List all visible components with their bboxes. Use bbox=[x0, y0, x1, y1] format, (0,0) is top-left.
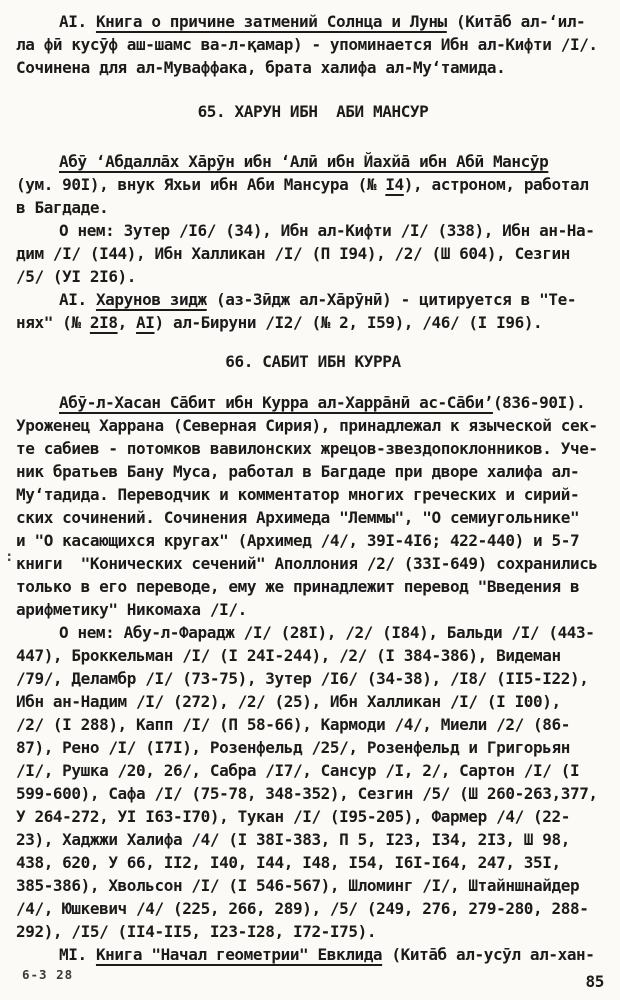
text-line: арифметику" Никомаха /I/. bbox=[16, 600, 247, 619]
entry-66-work-euclid bbox=[16, 943, 610, 966]
text-line: ник братьев Бану Муса, работал в Багдаде при дворе халифа ал- bbox=[16, 462, 580, 481]
cross-reference-underlined: АI bbox=[136, 313, 155, 332]
text-line bbox=[16, 10, 610, 33]
work-item-label: АI. bbox=[59, 12, 96, 31]
section-heading-65: 65. ХАРУН ИБН АБИ МАНСУР bbox=[197, 102, 429, 121]
section-heading-66: 66. САБИТ ИБН КУРРА bbox=[225, 352, 401, 371]
text-segment: (Кита̄б ал-усӯл ал-хан- bbox=[382, 945, 595, 964]
text-line: /5/ (УI 2I6). bbox=[16, 267, 137, 286]
text-line: ских сочинений. Сочинения Архимеда "Леммы", "О семиугольнике" bbox=[16, 508, 580, 527]
text-line: Уроженец Харрана (Северная Сирия), принадлежал к языческой сек- bbox=[16, 416, 598, 435]
text-line: 87), Рено /I/ (I7I), Розенфельд /25/, Розенфельд и Григорьян bbox=[16, 738, 570, 757]
text-line: О нем: Абу-л-Фарадж /I/ (28I), /2/ (I84), Бальди /I/ (443- bbox=[59, 623, 595, 642]
work-title-arabic: (Кита̄б ал-ʻил- bbox=[446, 12, 586, 31]
work-title-underlined: Книга "Начал геометрии" Евклида bbox=[95, 945, 383, 964]
text-line: только в его переводе, ему же принадлежит перевод "Введения в bbox=[16, 577, 580, 596]
entry-64-work-annotation bbox=[16, 10, 610, 79]
text-line bbox=[16, 150, 610, 173]
text-line bbox=[16, 173, 610, 196]
work-title-underlined: Книга о причине затмений Солнца и Луны bbox=[95, 12, 447, 31]
text-line: Муʻтадида. Переводчик и комментатор многих греческих и сирий- bbox=[16, 485, 580, 504]
text-line: те сабиев - потомков вавилонских жрецов-звездопоклонников. Уче- bbox=[16, 439, 598, 458]
scan-artifact-mark: : bbox=[5, 549, 14, 565]
entry-66-biography bbox=[16, 391, 610, 621]
text-line bbox=[16, 288, 610, 311]
text-line: 385-386), Хвольсон /I/ (I 546-567), Шломинг /I/, Штайншнайдер bbox=[16, 876, 580, 895]
entry-65-name-paragraph bbox=[16, 150, 610, 219]
text-line bbox=[16, 943, 610, 966]
text-line: 447), Броккельман /I/ (I 24I-244), /2/ (I 384-386), Видеман bbox=[16, 646, 561, 665]
text-line: /4/, Юшкевич /4/ (225, 266, 289), /5/ (249, 276, 279-280, 288- bbox=[16, 899, 589, 918]
text-segment: (ум. 90I), внук Яхьи ибн Аби Мансура (№ bbox=[16, 175, 386, 194]
text-line: О нем: Зутер /I6/ (34), Ибн ал-Кифти /I/ (338), Ибн ан-На- bbox=[59, 221, 595, 240]
cross-reference-underlined: 2I8 bbox=[89, 313, 118, 332]
text-line: 292), /I5/ (II4-II5, I23-I28, I72-I75). bbox=[16, 922, 377, 941]
entry-65-references bbox=[16, 219, 610, 288]
text-segment: (аз-Зӣдж ал-Ха̄рӯнӣ) - цитируется в "Те- bbox=[206, 290, 577, 309]
text-line: У 264-272, УI I63-I70), Тукан /I/ (I95-205), Фармер /4/ (22- bbox=[16, 807, 570, 826]
text-segment: ), астроном, работал bbox=[403, 175, 589, 194]
work-title-underlined: Харунов зидж bbox=[95, 290, 207, 309]
text-line: /I/, Рушка /20, 26/, Сабра /I7/, Сансур /I, 2/, Сартон /I/ (I bbox=[16, 761, 580, 780]
text-segment: ) ал-Бируни /I2/ (№ 2, I59), /46/ (I I96). bbox=[154, 313, 543, 332]
printer-signature-mark: 6-3 28 bbox=[22, 967, 74, 982]
page-number: 85 bbox=[585, 972, 604, 991]
text-line: Ибн ан-Надим /I/ (272), /2/ (25), Ибн Халликан /I/ (I I00), bbox=[16, 692, 561, 711]
text-segment: нях" (№ bbox=[16, 313, 90, 332]
text-line: 23), Хаджжи Халифа /4/ (I 38I-383, П 5, I23, I34, 2I3, Ш 98, bbox=[16, 830, 570, 849]
text-line: Сочинена для ал-Муваффака, брата халифа ал-Муʻтамида. bbox=[16, 58, 506, 77]
text-line: ла фӣ кусӯф аш-шамс ва-л-қамар) - упоминается Ибн ал-Кифти /I/. bbox=[16, 35, 598, 54]
text-line: 438, 620, У 66, II2, I40, I44, I48, I54, I6I-I64, 247, 35I, bbox=[16, 853, 561, 872]
cross-reference-underlined: I4 bbox=[385, 175, 404, 194]
text-line: в Багдаде. bbox=[16, 198, 109, 217]
text-line: /79/, Деламбр /I/ (73-75), Зутер /I6/ (34-38), /I8/ (II5-I22), bbox=[16, 669, 589, 688]
text-line: /2/ (I 288), Капп /I/ (П 58-66), Кармоди /4/, Миели /2/ (86- bbox=[16, 715, 570, 734]
text-line: и "О касающихся кругах" (Архимед /4/, 39I-4I6; 422-440) и 5-7 bbox=[16, 531, 580, 550]
work-item-label: АI. bbox=[59, 290, 96, 309]
entry-66-references bbox=[16, 621, 610, 943]
text-line bbox=[16, 311, 610, 334]
person-name-underlined: Абӯ ʻАбдалла̄х Ха̄рӯн ибн ʻАлӣ ибн Йахйа̄ ибн Абӣ Мансӯр bbox=[59, 152, 549, 171]
text-line: книги "Конических сечений" Аполлония /2/ (33I-649) сохранились bbox=[16, 554, 598, 573]
entry-65-work-zij bbox=[16, 288, 610, 334]
text-line: 599-600), Сафа /I/ (75-78, 348-352), Сезгин /5/ (Ш 260-263,377, bbox=[16, 784, 598, 803]
text-line: дим /I/ (I44), Ибн Халликан /I/ (П I94), /2/ (Ш 604), Сезгин bbox=[16, 244, 570, 263]
person-dates: (836-90I). bbox=[492, 393, 586, 412]
text-segment: , bbox=[117, 313, 137, 332]
work-item-label: МI. bbox=[59, 945, 96, 964]
text-line bbox=[16, 391, 610, 414]
person-name-underlined: Абӯ-л-Хасан Са̄бит ибн Курра ал-Харра̄нӣ ас-Са̄биʼ bbox=[59, 393, 493, 412]
